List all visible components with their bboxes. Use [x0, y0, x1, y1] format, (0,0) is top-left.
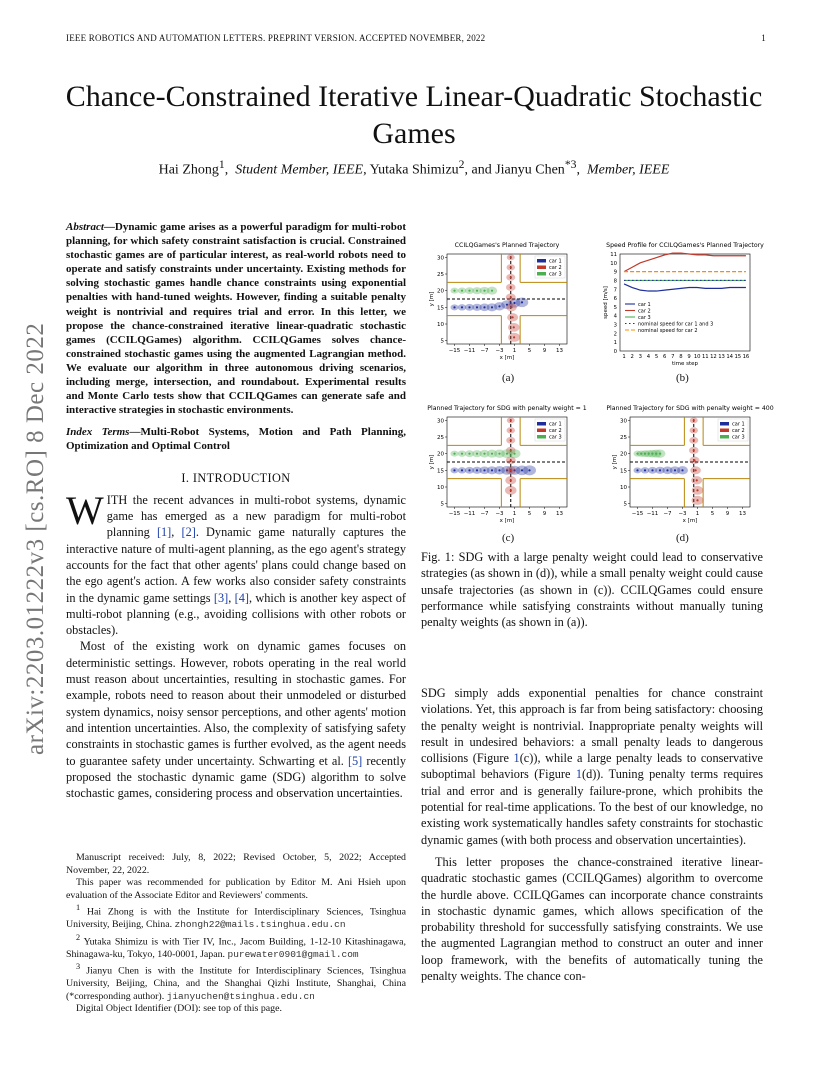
- legend-swatch: [720, 422, 729, 426]
- y-tick-label: 25: [620, 435, 627, 441]
- legend-label: car 1: [549, 421, 562, 428]
- introduction: [66, 487, 406, 802]
- legend-label: car 2: [732, 428, 745, 434]
- trajectory-point: [659, 469, 661, 471]
- trajectory-point: [510, 306, 512, 308]
- trajectory-point: [636, 453, 638, 455]
- trajectory-point: [461, 290, 463, 292]
- x-tick-label: 13: [718, 354, 725, 360]
- y-tick-label: 15: [437, 305, 444, 312]
- trajectory-point: [468, 290, 470, 292]
- legend-label: car 1: [638, 301, 651, 308]
- trajectory-plot-a: [421, 238, 586, 373]
- x-tick-label: 12: [710, 354, 717, 360]
- y-tick-label: 10: [610, 260, 617, 267]
- y-tick-label: 5: [440, 338, 444, 345]
- trajectory-point: [510, 459, 512, 461]
- x-tick-label: −15: [448, 511, 461, 517]
- x-tick-label: 9: [542, 348, 547, 354]
- y-tick-label: 20: [437, 451, 444, 458]
- abstract-label: Abstract: [66, 221, 104, 233]
- intro-text: recently proposed the stochastic dynamic game (SDG) algorithm to solve stochastic games, considering process and observation uncertainties.: [66, 753, 406, 801]
- trajectory-point: [476, 306, 478, 308]
- x-tick-label: −11: [646, 511, 659, 517]
- y-tick-label: 10: [437, 485, 444, 491]
- x-tick-label: −3: [678, 511, 687, 517]
- trajectory-point: [655, 453, 657, 455]
- x-tick-label: −15: [631, 511, 644, 517]
- intro-paragraph-1: [66, 487, 406, 639]
- trajectory-point: [476, 453, 478, 455]
- trajectory-point: [491, 306, 493, 308]
- trajectory-point: [453, 453, 455, 455]
- legend-swatch: [537, 272, 546, 276]
- footnote-received: Manuscript received: July, 8, 2022; Revised October, 5, 2022; Accepted November, 22, 2022.: [66, 852, 406, 876]
- trajectory-point: [644, 453, 646, 455]
- trajectory-point: [468, 453, 470, 455]
- x-tick-label: 9: [725, 511, 730, 517]
- footnote-author-2: [66, 932, 406, 961]
- y-tick-label: 5: [623, 501, 627, 508]
- y-axis-label: y [m]: [612, 454, 618, 470]
- trajectory-point: [510, 479, 512, 481]
- trajectory-point: [513, 326, 515, 328]
- author-1-sup: 1: [218, 158, 225, 171]
- trajectory-point: [476, 469, 478, 471]
- footnote-text: Jianyu Chen is with the Institute for Interdisciplinary Sciences, Tsinghua University, Beijing, China, and the Shanghai Qizhi Institute, Shanghai, China (*corresponding author).: [66, 965, 406, 1002]
- section-heading: I. INTRODUCTION: [181, 470, 291, 485]
- author-and: and: [471, 162, 492, 178]
- trajectory-point: [648, 453, 650, 455]
- trajectory-point: [510, 439, 512, 441]
- index-terms-text: —Multi-Robot Systems, Motion and Path Planning, Optimization and Optimal Control: [66, 426, 406, 453]
- figure-panel-b: [598, 238, 770, 378]
- trajectory-point: [510, 276, 512, 278]
- x-tick-label: 9: [687, 354, 691, 360]
- drop-cap: W: [66, 487, 104, 533]
- trajectory-point: [693, 429, 695, 431]
- author-3: Jianyu Chen: [495, 162, 565, 178]
- author-2-sup: 2: [458, 158, 465, 171]
- subfigure-label-d: (d): [676, 532, 689, 544]
- trajectory-point: [510, 256, 512, 258]
- intro-text: . Dynamic game naturally captures the interactive nature of multi-agent planning, as the ego agent's strategy accounts for the fact that other agents' plans could change based on the ego agent's action. A few works also consider safety constraints in the dynamic game settings: [66, 525, 406, 605]
- legend-label: car 3: [549, 434, 562, 441]
- x-axis-label: time step: [671, 361, 699, 367]
- trajectory-point: [521, 301, 523, 303]
- trajectory-point: [512, 316, 514, 318]
- journal-name: IEEE ROBOTICS AND AUTOMATION LETTERS. PREPRINT VERSION. ACCEPTED NOVEMBER, 2022: [66, 33, 486, 43]
- trajectory-point: [510, 429, 512, 431]
- y-tick-label: 20: [437, 288, 444, 295]
- trajectory-point: [461, 453, 463, 455]
- y-tick-label: 0: [613, 349, 617, 355]
- figure-caption: Fig. 1: SDG with a large penalty weight could lead to conservative strategies (as shown in (d)), while a small penalty weight could cause unsafe trajectories (as shown in (c)). CCILQGames could ensure performance while satisfying constraints without manually tuning penalty weights (as shown in (a)).: [421, 550, 763, 630]
- index-terms-label: Index Terms: [66, 426, 130, 439]
- page-number: 1: [761, 33, 766, 43]
- trajectory-point: [453, 469, 455, 471]
- y-tick-label: 10: [620, 485, 627, 491]
- x-tick-label: 8: [679, 354, 683, 360]
- author-3-membership: Member, IEEE: [586, 162, 670, 178]
- legend-label: car 3: [549, 271, 562, 278]
- plot-title: Planned Trajectory for SDG with penalty weight = 400: [606, 405, 774, 412]
- legend-swatch: [537, 429, 546, 433]
- x-tick-label: 7: [671, 354, 675, 360]
- y-tick-label: 15: [437, 468, 444, 475]
- trajectory-point: [468, 306, 470, 308]
- x-tick-label: 5: [654, 354, 659, 360]
- paper-title: Chance-Constrained Iterative Linear-Quadratic Stochastic Games: [65, 80, 763, 150]
- legend-swatch: [720, 435, 729, 439]
- trajectory-point: [483, 290, 485, 292]
- trajectory-point: [483, 469, 485, 471]
- trajectory-point: [483, 453, 485, 455]
- trajectory-point: [696, 489, 698, 491]
- left-column: [66, 220, 406, 801]
- x-tick-label: −3: [495, 511, 504, 517]
- footnote-doi: Digital Object Identifier (DOI): see top of this page.: [76, 1003, 282, 1015]
- legend-label: car 2: [549, 265, 562, 271]
- legend-label: car 1: [732, 421, 745, 428]
- author-list: Hai Zhong$^1$, Student Member, IEEE, Yutaka Shimizu$^2$, and Jianyu Chen$^{*3}$, Member, IEEE: [158, 158, 670, 178]
- y-tick-label: 5: [613, 304, 617, 311]
- trajectory-point: [483, 306, 485, 308]
- trajectory-point: [510, 489, 512, 491]
- right-paragraph-2: This letter proposes the chance-constrained iterative linear-quadratic stochastic games (CCILQGames) algorithm to overcome the hurdle above. CCILQGames can incorporate chance constraints in stochastic dynamic games, which allows specification of the probability threshold for successfully satisfying constraints. We use the augmented Lagrangian method to construct an outer and inner loop framework, with the benefits of automatically tuning the penalty weights. The chance con-: [421, 854, 763, 984]
- x-tick-label: 2: [630, 354, 634, 360]
- body-text: (d)). Tuning penalty terms requires trial and error and is generally failure-prone, which prohibits the potential for real-time applications. To the best of our knowledge, no existing work systematically handles safety constraints for stochastic dynamic games (with both process and observation uncertainties).: [421, 767, 763, 847]
- email-link[interactable]: jianyuchen@tsinghua.edu.cn: [166, 990, 315, 1002]
- x-tick-label: 1: [695, 511, 700, 517]
- x-tick-label: 1: [512, 348, 517, 354]
- legend-swatch: [537, 422, 546, 426]
- email-link[interactable]: zhongh22@mails.tsinghua.edu.cn: [174, 919, 346, 931]
- subfigure-label-b: (b): [676, 372, 689, 384]
- footnote-text: Hai Zhong is with the Institute for Interdisciplinary Sciences, Tsinghua University, Beijing, China.: [66, 906, 406, 931]
- trajectory-point: [461, 469, 463, 471]
- trajectory-point: [636, 469, 638, 471]
- author-1: Hai Zhong: [158, 162, 219, 178]
- x-tick-label: 14: [726, 354, 734, 360]
- body-text: SDG simply adds exponential penalties for chance constraint violations. Yet, this approach is far from being satisfactory: choosing the penalty weight is nontrivial. Inappropriate penalty weights will result in undesired behaviors: a small penalty leads to dangerous collisions (Figure: [421, 686, 763, 766]
- x-axis-label: x [m]: [682, 518, 698, 524]
- intro-text: ,: [228, 590, 235, 605]
- trajectory-point: [693, 459, 695, 461]
- y-tick-label: 9: [613, 269, 617, 276]
- trajectory-point: [513, 336, 515, 338]
- y-tick-label: 4: [613, 313, 617, 320]
- intro-text: ,: [171, 525, 182, 540]
- intro-paragraph-2: [66, 638, 406, 801]
- trajectory-point: [491, 290, 493, 292]
- arxiv-watermark: arXiv:2203.01222v3 [cs.RO] 8 Dec 2022: [22, 322, 49, 755]
- legend-swatch: [537, 266, 546, 270]
- trajectory-point: [644, 469, 646, 471]
- x-tick-label: 1: [512, 511, 517, 517]
- running-header: [66, 33, 766, 43]
- x-tick-label: −11: [463, 348, 476, 354]
- trajectory-point: [498, 453, 500, 455]
- x-tick-label: 5: [527, 348, 532, 354]
- trajectory-point: [640, 453, 642, 455]
- footnote-marker: 1: [76, 903, 81, 913]
- trajectory-point: [510, 469, 512, 471]
- trajectory-point: [693, 439, 695, 441]
- trajectory-point: [528, 469, 530, 471]
- legend-label: car 3: [638, 314, 651, 321]
- x-tick-label: 15: [734, 354, 742, 360]
- trajectory-point: [476, 290, 478, 292]
- trajectory-plot-c: [421, 401, 586, 536]
- y-tick-label: 30: [437, 418, 444, 425]
- trajectory-point: [681, 469, 683, 471]
- trajectory-point: [693, 449, 695, 451]
- footnote-author-1: [66, 902, 406, 931]
- y-tick-label: 25: [437, 435, 444, 441]
- y-tick-label: 6: [613, 296, 617, 303]
- subfigure-label-a: (a): [502, 372, 515, 384]
- plot-title: Speed Profile for CCILQGames's Planned Trajectory: [606, 242, 764, 249]
- x-tick-label: 5: [710, 511, 715, 517]
- trajectory-point: [659, 453, 661, 455]
- citation-link[interactable]: [1]: [156, 525, 172, 540]
- x-tick-label: −15: [448, 348, 461, 354]
- trajectory-point: [513, 453, 515, 455]
- footnotes: [66, 852, 406, 1016]
- x-tick-label: 3: [638, 354, 642, 360]
- x-tick-label: 4: [646, 354, 651, 360]
- y-axis-label: speed [m/s]: [603, 286, 609, 319]
- index-terms: [66, 425, 406, 453]
- footnote-marker: 3: [76, 962, 81, 972]
- trajectory-point: [666, 469, 668, 471]
- y-tick-label: 1: [613, 340, 617, 347]
- author-1-membership: Student Member, IEEE: [235, 162, 364, 178]
- email-link[interactable]: purewater0901@gmail.com: [227, 948, 359, 960]
- figure-panel-a: [421, 238, 586, 378]
- trajectory-plot-d: [598, 401, 774, 536]
- trajectory-point: [674, 469, 676, 471]
- y-tick-label: 15: [620, 468, 627, 475]
- trajectory-point: [453, 306, 455, 308]
- citation-link[interactable]: [4]: [234, 590, 249, 605]
- legend-label: nominal speed for car 1 and 3: [638, 321, 714, 328]
- x-tick-label: 13: [556, 348, 563, 354]
- citation-link[interactable]: [2]: [181, 525, 196, 540]
- legend-label: car 2: [638, 308, 651, 315]
- trajectory-point: [651, 453, 653, 455]
- intro-text: Most of the existing work on dynamic games focuses on deterministic settings. However, robots operating in the real world must reason about uncertainties, resulting in stochastic games. For example, robots need to reason about their unmodeled or disturbed system dynamics, noisy sensor perceptions, and other agents' motion and intention uncertainties. Also, the complexity of satisfying safety constraints in stochastic games is further evolved, as the agent needs to guarantee safety under uncertainty. Schwarting et al.: [66, 639, 406, 768]
- x-tick-label: 6: [663, 354, 667, 360]
- y-tick-label: 2: [613, 331, 617, 338]
- speed-profile-plot: [598, 238, 770, 373]
- x-tick-label: 9: [542, 511, 547, 517]
- x-tick-label: 16: [742, 354, 750, 360]
- y-tick-label: 20: [620, 451, 627, 458]
- x-tick-label: −11: [463, 511, 476, 517]
- y-tick-label: 10: [437, 322, 444, 328]
- citation-link[interactable]: [5]: [347, 753, 363, 768]
- subfigure-label-c: (c): [502, 532, 515, 544]
- trajectory-point: [491, 453, 493, 455]
- author-2: Yutaka Shimizu: [369, 162, 459, 178]
- legend-label: nominal speed for car 2: [638, 327, 698, 334]
- trajectory-point: [651, 469, 653, 471]
- intro-text: , which is another key aspect of multi-robot planning (e.g., avoiding collisions with other robots or obstacles).: [66, 590, 406, 638]
- trajectory-point: [453, 290, 455, 292]
- x-tick-label: −3: [495, 348, 504, 354]
- x-axis-label: x [m]: [499, 355, 515, 361]
- x-tick-label: 11: [701, 354, 709, 360]
- y-tick-label: 8: [613, 278, 617, 285]
- figure-panel-c: [421, 401, 586, 541]
- x-axis-label: x [m]: [499, 518, 515, 524]
- x-tick-label: 10: [693, 354, 701, 360]
- right-column: [421, 685, 763, 984]
- figure-panel-d: [598, 401, 774, 541]
- trajectory-point: [696, 499, 698, 501]
- trajectory-point: [491, 469, 493, 471]
- x-tick-label: 13: [556, 511, 563, 517]
- y-tick-label: 3: [613, 322, 617, 329]
- footnote-marker: 2: [76, 932, 81, 942]
- trajectory-point: [506, 453, 508, 455]
- y-tick-label: 30: [437, 255, 444, 262]
- x-tick-label: 1: [622, 354, 626, 360]
- trajectory-point: [695, 469, 697, 471]
- x-tick-label: −7: [480, 348, 489, 354]
- x-tick-label: −7: [480, 511, 489, 517]
- legend-label: car 1: [549, 258, 562, 265]
- y-tick-label: 30: [620, 418, 627, 425]
- trajectory-point: [510, 419, 512, 421]
- plot-title: Planned Trajectory for SDG with penalty weight = 1: [427, 405, 587, 412]
- body-text: (c)), while a large penalty leads to conservative suboptimal behaviors (Figure: [421, 751, 763, 782]
- figure-ref-link[interactable]: 1: [513, 751, 520, 766]
- legend-swatch: [537, 259, 546, 263]
- trajectory-point: [693, 419, 695, 421]
- x-tick-label: 13: [739, 511, 746, 517]
- plot-title: CCILQGames's Planned Trajectory: [454, 242, 560, 249]
- trajectory-point: [461, 306, 463, 308]
- y-axis-label: y [m]: [429, 454, 435, 470]
- footnote-text: Yutaka Shimizu is with Tier IV, Inc., Jacom Building, 1-12-10 Kitashinagawa, Shinagawa-ku, Tokyo, 140-0001, Japan.: [66, 936, 406, 960]
- trajectory-point: [510, 266, 512, 268]
- trajectory-point: [510, 286, 512, 288]
- y-tick-label: 11: [610, 252, 617, 258]
- trajectory-point: [521, 469, 523, 471]
- y-tick-label: 7: [613, 287, 617, 294]
- citation-link[interactable]: [3]: [213, 590, 229, 605]
- trajectory-point: [696, 479, 698, 481]
- intro-text: ITH the recent advances in multi-robot systems, dynamic game has emerged as a new paradigm for multi-robot planning: [106, 492, 406, 540]
- trajectory-point: [510, 296, 512, 298]
- abstract-text: —Dynamic game arises as a powerful paradigm for multi-robot planning, for which safety constraint satisfaction is crucial. Constrained stochastic games are of particular interest, as real-world robots need to operate and satisfy constraints under uncertainty. Existing methods for solving stochastic games handle chance constraints using exponential penalties with hand-tuned weights. However, finding a suitable penalty weight is nontrivial and requires trial and error. In this letter, we propose the chance-constrained iterative linear-quadratic stochastic games (CCILQGames) algorithm. CCILQGames solves chance-constrained stochastic games using the augmented Lagrangian method. We evaluate our algorithm in three autonomous driving scenarios, including merge, intersection, and roundabout. Experimental results and Monte Carlo tests show that CCILQGames can generate safe and interactive strategies in stochastic environments.: [66, 221, 406, 417]
- abstract: [66, 220, 406, 417]
- trajectory-point: [498, 469, 500, 471]
- footnote-author-3: [66, 961, 406, 1003]
- y-tick-label: 25: [437, 272, 444, 278]
- legend-swatch: [720, 429, 729, 433]
- legend-label: car 2: [549, 428, 562, 434]
- footnote-editor: This paper was recommended for publication by Editor M. Ani Hsieh upon evaluation of the Associate Editor and Reviewers' comments.: [66, 877, 406, 901]
- author-3-sup: *3: [564, 158, 577, 171]
- x-tick-label: −7: [663, 511, 672, 517]
- y-axis-label: y [m]: [429, 291, 435, 307]
- trajectory-point: [498, 305, 500, 307]
- right-paragraph-1: [421, 685, 763, 848]
- figure-ref-link[interactable]: 1: [575, 767, 582, 782]
- trajectory-point: [468, 469, 470, 471]
- x-tick-label: 5: [527, 511, 532, 517]
- legend-swatch: [537, 435, 546, 439]
- y-tick-label: 5: [440, 501, 444, 508]
- legend-label: car 3: [732, 434, 745, 441]
